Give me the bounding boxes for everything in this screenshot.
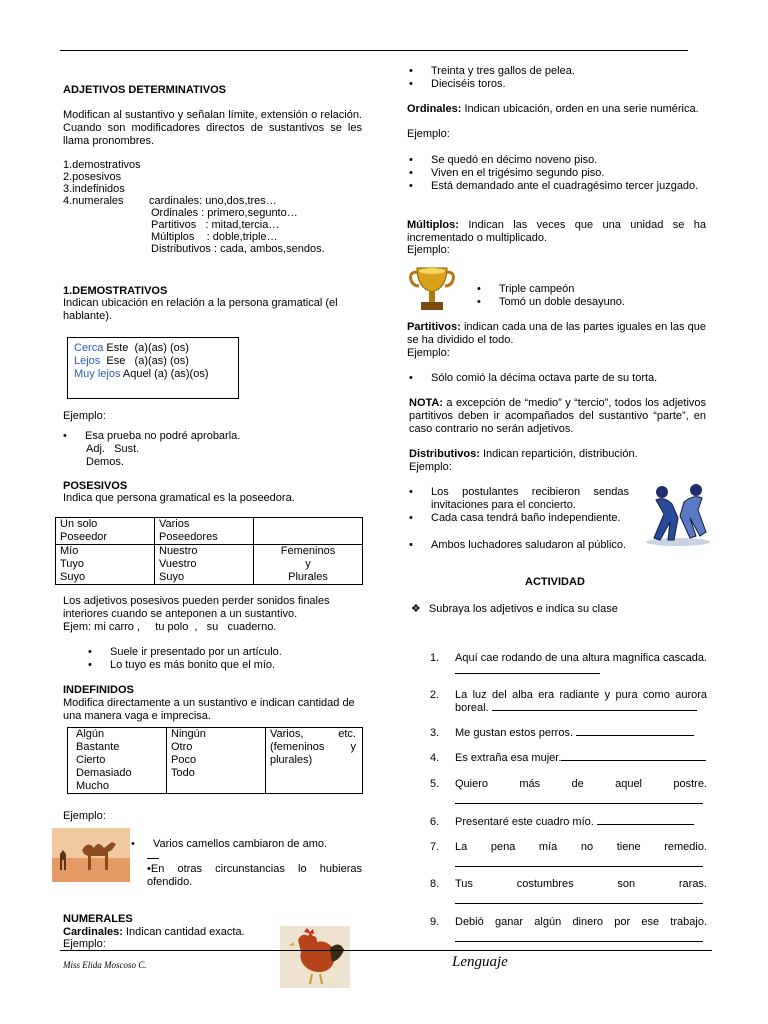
type-item: 1.demostrativos [63, 159, 141, 171]
demostrativo-label: Muy lejos [74, 368, 121, 380]
demostrativo-row [74, 355, 189, 367]
actividad-number: 5. [430, 778, 440, 790]
table-cell: Suyo [159, 571, 185, 583]
actividad-text: La pena mía no tiene remedio. [455, 841, 707, 853]
actividad-item[interactable] [455, 916, 707, 942]
demostrativo-value: Ese (a)(as) (os) [100, 355, 189, 367]
table-cell: Mío [60, 545, 79, 557]
actividad-item[interactable] [455, 878, 707, 904]
table-cell: Mucho [76, 780, 110, 792]
distributivos-text [409, 448, 638, 460]
demostrativos-text: Indican ubicación en relación a la persona gramatical (el hablante). [63, 297, 338, 322]
actividad-item[interactable] [455, 652, 707, 678]
rooster-image [280, 926, 350, 988]
multiplos-bullet: • Triple campeón [499, 283, 574, 295]
posesivos-note: Los adjetivos posesivos pueden perder sonidos finales interiores cuando se anteponen a un sustantivo. [63, 595, 330, 620]
actividad-number: 7. [430, 841, 440, 853]
answer-line[interactable] [561, 760, 706, 761]
footer-author: Miss Elida Moscoso C. [63, 960, 147, 970]
actividad-instruction-text: Subraya los adjetivos e indica su clase [428, 603, 618, 615]
right-top-bullet: • Treinta y tres gallos de pelea. [431, 65, 575, 77]
table-cell: Suyo [60, 571, 86, 583]
distributivos-bullet: • Ambos luchadores saludaron al público. [431, 539, 629, 552]
indefinidos-bullet [147, 863, 362, 889]
indefinidos-bullet-text: En otras circunstancias lo hubieras ofendido. [147, 863, 362, 888]
table-header: Varios [159, 518, 190, 530]
numeral-type-item: Ordinales : primero,segunto… [151, 207, 298, 219]
actividad-heading: ACTIVIDAD [525, 576, 585, 588]
demostrativos-example: • Esa prueba no podré aprobarla. [85, 430, 240, 442]
distributivos-bullet: • Los postulantes recibieron sendas invitaciones para el concierto. [431, 486, 629, 512]
actividad-instruction [411, 602, 618, 615]
posesivos-table [55, 517, 363, 585]
actividad-item[interactable] [455, 752, 707, 765]
partitivos-example-label: Ejemplo: [407, 347, 450, 359]
actividad-number: 9. [430, 916, 440, 928]
actividad-number: 2. [430, 689, 440, 701]
indefinidos-table [67, 727, 363, 794]
ordinales-bullet: • Se quedó en décimo noveno piso. [431, 154, 597, 166]
posesivos-bullet: • Lo tuyo es más bonito que el mío. [110, 659, 275, 671]
footer-subject: Lenguaje [452, 954, 508, 970]
partitivos-desc: indican cada una de las partes iguales en las que se ha dividido el todo. [407, 321, 706, 346]
distributivos-example-label: Ejemplo: [409, 461, 452, 473]
actividad-text: La luz del alba era radiante y pura como aurora boreal. [455, 689, 707, 714]
actividad-text: Quiero más de aquel postre. [455, 778, 707, 790]
intro-text: Modifican al sustantivo y señalan límite, extensión o relación. Cuando son modificadores directos de sustantivos se les llama pronombres. [63, 109, 362, 147]
multiplos-bullet: • Tomó un doble desayuno. [499, 296, 625, 308]
demostrativo-label: Cerca [74, 342, 104, 354]
actividad-number: 1. [430, 652, 440, 664]
indefinidos-bullet: • Varios camellos cambiaron de amo. [153, 838, 327, 850]
table-cell: Todo [171, 767, 195, 779]
numerales-example-label: Ejemplo: [63, 938, 106, 950]
actividad-item[interactable] [455, 689, 707, 715]
partitivos-text [407, 321, 706, 347]
underline-mark [147, 858, 159, 859]
ordinales-bullet: • Está demandado ante el cuadragésimo tercer juzgado. [431, 180, 706, 193]
actividad-number: 8. [430, 878, 440, 890]
answer-line[interactable] [492, 710, 697, 711]
indefinidos-example-label: Ejemplo: [63, 810, 106, 822]
indefinidos-heading: INDEFINIDOS [63, 684, 134, 696]
table-cell: Femeninos [280, 545, 336, 557]
actividad-text: Me gustan estos perros. [455, 727, 574, 739]
diamond-bullet-icon: ❖ [411, 603, 421, 615]
answer-line[interactable] [455, 891, 703, 904]
demostrativos-heading: 1.DEMOSTRATIVOS [63, 285, 168, 297]
ordinales-example-label: Ejemplo: [407, 128, 450, 140]
footer-rule [60, 950, 712, 951]
actividad-text: Es extraña esa mujer. [455, 752, 562, 764]
answer-line[interactable] [455, 854, 703, 867]
demostrativos-example-label: Ejemplo: [63, 410, 106, 422]
actividad-item[interactable] [455, 778, 707, 804]
multiplos-desc: Indican las veces que una unidad se ha incrementado o multiplicado. [407, 219, 706, 244]
table-header: Poseedores [159, 531, 218, 543]
table-cell: Varios, etc. (femeninos y plurales) [270, 728, 356, 766]
camel-image [52, 828, 130, 882]
answer-line[interactable] [455, 673, 600, 674]
partitivos-bullet: • Sólo comió la décima octava parte de su torta. [431, 372, 657, 384]
table-cell: Poco [171, 754, 197, 766]
actividad-number: 6. [430, 816, 440, 828]
posesivos-heading: POSESIVOS [63, 480, 128, 492]
demostrativo-value: Este (a)(as) (os) [103, 342, 189, 354]
numeral-types-list [149, 195, 325, 255]
nota-label: NOTA: [409, 397, 444, 409]
numeral-type-item: Partitivos : mitad,tercia… [151, 219, 280, 231]
actividad-text: Aquí cae rodando de una altura magnifica cascada. [455, 652, 707, 664]
actividad-item[interactable] [455, 841, 707, 867]
demostrativos-example-dem: Demos. [86, 456, 124, 468]
indefinidos-text: Modifica directamente a un sustantivo e indican cantidad de una manera vaga e imprecisa. [63, 697, 355, 722]
table-cell: Tuyo [60, 558, 85, 570]
numeral-type-item: Distributivos : cada, ambos,sendos. [151, 243, 325, 255]
table-cell: Demasiado [76, 767, 132, 779]
distributivos-bullet: • Cada casa tendrá baño independiente. [431, 512, 629, 525]
answer-line[interactable] [576, 735, 694, 736]
bullet-glyph: • [147, 863, 151, 875]
posesivos-bullet: • Suele ir presentado por un artículo. [110, 646, 282, 658]
actividad-number: 4. [430, 752, 440, 764]
demostrativo-row [74, 368, 209, 380]
type-item: 4.numerales [63, 195, 124, 207]
table-cell: Vuestro [159, 558, 197, 570]
ordinales-label: Ordinales: [407, 103, 462, 115]
table-header: Un solo [60, 518, 98, 530]
demostrativo-label: Lejos [74, 355, 101, 367]
numerales-heading: NUMERALES [63, 913, 133, 925]
nota-desc: a excepción de “medio” y “tercio”, todos los adjetivos partitivos deben ir acompañados del sustantivo “parte”, en caso contrario no serán adjetivos. [409, 397, 706, 435]
posesivos-ejem: Ejem: mi carro , tu polo , su cuaderno. [63, 621, 277, 633]
type-item: 2.posesivos [63, 171, 122, 183]
partitivos-label: Partitivos: [407, 321, 461, 333]
multiplos-label: Múltiplos: [407, 219, 459, 231]
ordinales-bullet: • Viven en el trigésimo segundo piso. [431, 167, 604, 179]
numerales-cardinales [63, 926, 245, 938]
table-cell: Otro [171, 741, 193, 753]
ordinales-desc: Indican ubicación, orden en una serie numérica. [461, 103, 699, 115]
table-cell: Algún [76, 728, 105, 740]
demostrativo-value: Aquel (a) (as)(os) [120, 368, 209, 380]
cardinales-text: Indican cantidad exacta. [122, 926, 245, 938]
type-item: 3.indefinidos [63, 183, 125, 195]
table-header: Poseedor [60, 531, 108, 543]
trophy-image [407, 262, 457, 316]
numeral-type-item: cardinales: uno,dos,tres… [149, 195, 277, 207]
actividad-text: Tus costumbres son raras. [455, 878, 707, 890]
multiplos-text [407, 219, 706, 245]
demostrativos-example-adj: Adj. Sust. [86, 443, 140, 455]
answer-line[interactable] [455, 929, 703, 942]
actividad-number: 3. [430, 727, 440, 739]
wrestlers-image [640, 480, 716, 548]
table-cell: y [305, 558, 311, 570]
demostrativos-box [67, 337, 239, 399]
table-cell: Bastante [76, 741, 120, 753]
posesivos-text: Indica que persona gramatical es la poseedora. [63, 492, 295, 504]
table-cell: Plurales [288, 571, 328, 583]
actividad-text: Presentaré este cuadro mío. [455, 816, 594, 828]
top-rule [60, 50, 688, 51]
actividad-item[interactable] [455, 816, 707, 829]
table-cell: Cierto [76, 754, 106, 766]
multiplos-example-label: Ejemplo: [407, 244, 450, 256]
distributivos-label: Distributivos: [409, 448, 480, 460]
table-cell: Nuestro [159, 545, 198, 557]
distributivos-desc: Indican repartición, distribución. [479, 448, 638, 460]
cardinales-label: Cardinales: [63, 926, 123, 938]
right-top-bullet: • Dieciséis toros. [431, 78, 506, 90]
answer-line[interactable] [455, 791, 703, 804]
types-list [63, 159, 141, 207]
numeral-type-item: Múltiplos : doble,triple… [151, 231, 278, 243]
actividad-text: Debió ganar algún dinero por ese trabajo. [455, 916, 707, 928]
actividad-item[interactable] [455, 727, 707, 740]
demostrativo-row [74, 342, 189, 354]
section-title: ADJETIVOS DETERMINATIVOS [63, 84, 226, 96]
table-cell: Ningún [171, 728, 206, 740]
nota-text [409, 397, 706, 436]
answer-line[interactable] [597, 824, 694, 825]
ordinales-text [407, 103, 706, 116]
